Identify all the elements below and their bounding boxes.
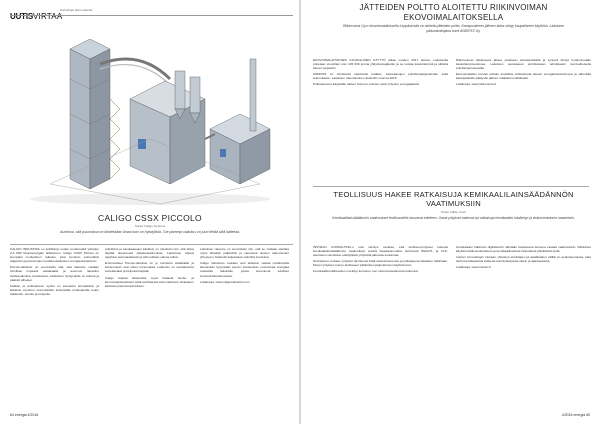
article-divider (313, 186, 589, 187)
paragraph: Polttoaineena käytetään itäisen Suomen kuntien sekä yritysten energiajätettä. (313, 82, 420, 87)
plant-illustration-svg (10, 19, 290, 209)
page-footer: 4/2016 energia 65 (561, 413, 590, 417)
paragraph: ANDRITZ on toimittanut laitokselle kattilan, savukaasujen puhdistusjärjestelmän sekä automaation. Laitoksen rakentaminen aloitettiin vuonna 2015. (313, 72, 448, 81)
article-title: JÄTTEIDEN POLTTO ALOITETTU RIIKINVOIMAN EKOVOIMALAITOKSELLA (359, 3, 548, 22)
paragraph: Lisätietoja: www.instran.fi (456, 265, 491, 270)
article-title: CALIGO CSSX PICCOLO (98, 213, 202, 223)
paragraph: Laitoksen rakenne on suunniteltu niin, että se voidaan sijoittaa myös ahtaisiin paikkoihin ja olemassa olevien rakennusten yhteyteen. Moduulit kuljetetaan valmiiksi koottuina. (200, 247, 289, 260)
article-lead: Aurinkoa, sitä puumokoa on lahdeksitan ilmaa kuin on hyödyllisiä. Tue parempi vaikutus on juuri tietää siitä laitteista. (60, 230, 240, 234)
article-column-1 (313, 58, 448, 183)
paragraph: Caligo Industrian mukaan uusi laitteisto vastaa markkinoilla kasvavaan kysyntään pienen kokoluokan uusiutuvaa energiaa tuottaville laitoksille, joissa korostuvat edulliset investointikustannukset. (200, 261, 289, 278)
article-column-2 (105, 247, 194, 410)
section-header (10, 6, 290, 21)
article-byline: Teksti: Mikko Vuori (441, 210, 466, 214)
paragraph: Piccolo-laitteisto on suunniteltu sitä, että laitteisto voidaan toimittaa nopeasti asiakkaalle ja asennus tapahtuu tehdasvalmiina moduuleina. Laitteiston hyötysuhde on korkea ja päästöt alhaiset. (10, 265, 99, 282)
section-subtitle: Poimintoja alan uutisista (60, 8, 93, 12)
paragraph: Ensimmäiset Piccolo-laitokset on jo toimitettu asiakkaille ja kokemukset ovat olleet erinomaisia. Laitteisto on osoittautunut luotettavaksi ja helpoksi käyttää. (105, 261, 194, 274)
right-page (301, 0, 600, 424)
section-divider (10, 15, 293, 16)
article-column-2 (456, 58, 591, 183)
paragraph: CALIGO INDUSTRIA on kehittänyt uuden puuttomaliti ylimpien 2-6 MW lämpöenergian laitteistoon. Caligo CSSX Piccolo on kompakti moduulinen ratkaisu, joka soveltuu esimerkiksi taajamien ja pienempien teollisuuslaitosten energiantuotantoon. (10, 247, 99, 264)
article-column-1 (10, 247, 99, 410)
plant-illustration (10, 19, 290, 209)
section-title-virtaa: VIRTAA (33, 12, 63, 21)
paragraph: EKOVOIMALAITOKSEN KAUPALLINEN KÄYTTÖ alkaa vuoden 2017 alussa. Laitoksella poltetaan vuosittain noin 145 000 tonnia yhdyskuntajätettä, ja se tuottaa kaukolämpöä ja sähköä alueen tarpeisiin. (313, 58, 448, 71)
paragraph: Selvityksen mukaan yritykset tarvitsevat lisää asiantuntemusta ja työkaluja kemikaalien hallintaan. Monet yritykset ovat jo aloittaneet sähköisten järjestelmien käyttöönoton. (313, 259, 448, 268)
paragraph: Riikinvoiman laitoksessa jätteet poltetaan arinatekniikalla ja syntyvä lämpö hyödynnetään kaukolämpöverkossa. Laitoksen savukaasut puhdistetaan tehokkaasti monivaiheisella puhdistusprosessilla. (456, 58, 591, 71)
page-footer: 64 energia 4/2016 (10, 413, 39, 417)
article-column-1 (313, 245, 448, 410)
paragraph: Lisätietoja: www.riikinvoima.fi (456, 82, 497, 87)
article-byline: Teksti: Caligo Systems (134, 224, 166, 228)
paragraph: Caligo tarjoaa laitteistolle myös kattavat huolto- ja kunnossapitopalvelut sekä tarvittaessa koko laitoksen elinkaaren kattavan palvelusopimuksen. (105, 275, 194, 288)
article-lead: Kemikaalilainsäädännön vaatimukset teollisuudelle kasvavat edelleen. Useat yritykset hakevat nyt ratkaisuja kemikaalien käsittelyn ja dokumentoinnin haasteisiin. (332, 216, 575, 220)
paragraph: Lisätietoja: www.caligoindustria.com (200, 279, 250, 284)
article-column-3 (200, 247, 289, 410)
paragraph: Instran Consultingin mukaan yhteistyö toimittajien ja asiakkaiden välillä on avainasemassa, jotta tiedot kemikaaleista kulkevat toimitusketjussa oikein ja ajantasaisina. (456, 255, 591, 264)
section-title-uutis: UUTIS (10, 12, 34, 21)
paragraph: Kemikaalien hallinnan digitalisointi nähdään keskeisenä keinona vastata vaatimuksiin. Sähköiset käyttöturvallisuustiedotteet ja kemikaaliluettelot helpottavat päivittäistä työtä. (456, 245, 591, 254)
paragraph: Kattilan ja polttoaineen syöttö on toteutettu kompaktisti, ja laitteisto soveltuu monenlaisille kotimaisille polttoaineille kuten hakkeelle, purulle ja turpeelle. (10, 283, 99, 296)
paragraph: INSTRAN CONSULTING:n uusi selvitys osoittaa, että teollisuusyritykset kokevat kemikaalilainsäädännön vaatimukset entistä haastavammiksi. Erityisesti REACH- ja CLP-asetusten velvoitteet edellyttävät yrityksiltä jatkuvaa seurantaa. (313, 245, 448, 258)
paragraph: puhdistus ja savukaasujen käsittely on mitoitettu niin, että laitos täyttää tiukentuvat päästövaatimukset. Laitteiston ohjaus tapahtuu automaattisesti ja sitä voidaan valvoa etänä. (105, 247, 194, 260)
article-lead: Riikinvoima Oy:n ekovoimalaitoksella Leppävirralla on aloitettu jätteiden poltto. Koeajovaiheen jälkeen laitos siirtyy kaupalliseen käyttöön. Laitoksen pääurakoitsijana toimi ANDRITZ Oy. (342, 24, 565, 33)
article-column-2 (456, 245, 591, 410)
article-title: TEOLLISUUS HAKEE RATKAISUJA KEMIKAALILAINSÄÄDÄNNÖN VAATIMUKSIIN (333, 190, 574, 208)
paragraph: Kemikaaliturvallisuuden merkitys korostuu, kun viranomaisvalvonta tiukentuu. (313, 269, 419, 274)
paragraph: Ekovoimalaitos korvaa osittain fossiilisia polttoaineita alueen energiantuotannossa ja vähentää kaatopaikoille päätyvän jätteen määrää merkittävästi. (456, 72, 591, 81)
article-divider (10, 244, 293, 245)
